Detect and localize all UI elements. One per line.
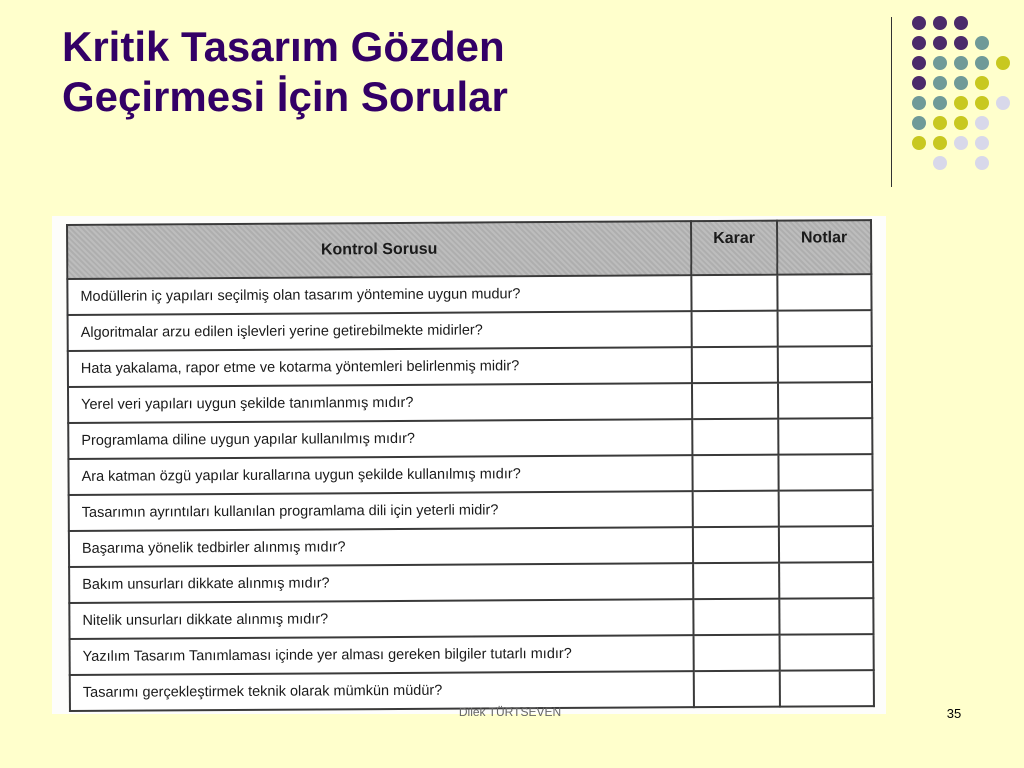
page-number: 35 [946,706,962,721]
decorative-dot [975,116,989,130]
control-questions-table [66,219,875,712]
karar-cell [693,563,779,600]
decorative-dot [912,96,926,110]
karar-cell [692,419,778,456]
table-row [67,274,871,315]
question-cell: Başarıma yönelik tedbirler alınmış mıdır? [69,527,693,567]
header-notlar: Notlar [777,220,871,275]
notlar-cell [778,310,872,347]
table-row [68,310,872,351]
notlar-cell [779,562,873,599]
notlar-cell [780,670,874,707]
notlar-cell [780,634,874,671]
karar-cell [693,527,779,564]
decorative-dot [912,36,926,50]
question-cell: Modüllerin iç yapıları seçilmiş olan tasarım yöntemine uygun mudur? [67,275,691,315]
question-cell: Bakım unsurları dikkate alınmış mıdır? [69,563,693,603]
karar-cell [691,275,777,312]
karar-cell [693,599,779,636]
notlar-cell [779,526,873,563]
header-kontrol-sorusu: Kontrol Sorusu [67,221,691,279]
decorative-dot [912,56,926,70]
decorative-dot [954,16,968,30]
decorative-dot [954,36,968,50]
karar-cell [692,311,778,348]
notlar-cell [779,490,873,527]
table-body [67,274,874,711]
decorative-dot [912,116,926,130]
table-header-row [67,220,871,279]
table-row [68,454,872,495]
decorative-dot [912,16,926,30]
question-cell: Tasarımın ayrıntıları kullanılan programlama dili için yeterli midir? [69,491,693,531]
divider-line [891,17,892,187]
karar-cell [692,455,778,492]
decorative-dot [996,56,1010,70]
slide-title-line-2: Geçirmesi İçin Sorular [62,73,508,120]
table-row [69,490,873,531]
karar-cell [693,491,779,528]
karar-cell [692,383,778,420]
table-row [69,598,873,639]
decorative-dot [912,76,926,90]
decorative-dot [954,136,968,150]
table-row [68,382,872,423]
decorative-dot [912,136,926,150]
decorative-dot [954,116,968,130]
decorative-dot [996,96,1010,110]
decorative-dot [975,76,989,90]
decorative-dot [933,76,947,90]
slide-title-line-1: Kritik Tasarım Gözden [62,23,505,70]
question-cell: Yazılım Tasarım Tanımlaması içinde yer alması gereken bilgiler tutarlı mıdır? [70,635,694,675]
decorative-dot [975,36,989,50]
notlar-cell [779,598,873,635]
question-cell: Hata yakalama, rapor etme ve kotarma yöntemleri belirlenmiş midir? [68,347,692,387]
decorative-dot [975,56,989,70]
footer-author: Dilek TÜRTSEVEN [458,705,562,719]
table-row [69,526,873,567]
header-karar: Karar [691,221,777,276]
karar-cell [694,635,780,672]
decorative-dot [975,96,989,110]
decorative-dot [975,136,989,150]
table-row [68,418,872,459]
table-row [70,634,874,675]
karar-cell [694,671,780,708]
question-cell: Nitelik unsurları dikkate alınmış mıdır? [69,599,693,639]
notlar-cell [778,454,872,491]
scanned-table-image [52,216,886,714]
decorative-dot [954,96,968,110]
decorative-dot [933,96,947,110]
decorative-dot [954,56,968,70]
question-cell: Algoritmalar arzu edilen işlevleri yerine getirebilmekte midirler? [68,311,692,351]
table-row [68,346,872,387]
decorative-dot [954,76,968,90]
notlar-cell [777,274,871,311]
question-cell: Programlama diline uygun yapılar kullanılmış mıdır? [68,419,692,459]
question-cell: Yerel veri yapıları uygun şekilde tanımlanmış mıdır? [68,383,692,423]
notlar-cell [778,346,872,383]
decorative-dot [933,116,947,130]
decorative-dot [933,156,947,170]
table-row [69,562,873,603]
notlar-cell [778,418,872,455]
decorative-dot [933,16,947,30]
notlar-cell [778,382,872,419]
decorative-dot [933,36,947,50]
question-cell: Tasarımı gerçekleştirmek teknik olarak mümkün müdür? [70,671,694,711]
karar-cell [692,347,778,384]
decorative-dot [933,56,947,70]
question-cell: Ara katman özgü yapılar kurallarına uygun şekilde kullanılmış mıdır? [68,455,692,495]
decorative-dot [933,136,947,150]
decorative-dot [975,156,989,170]
slide-title [62,22,862,122]
